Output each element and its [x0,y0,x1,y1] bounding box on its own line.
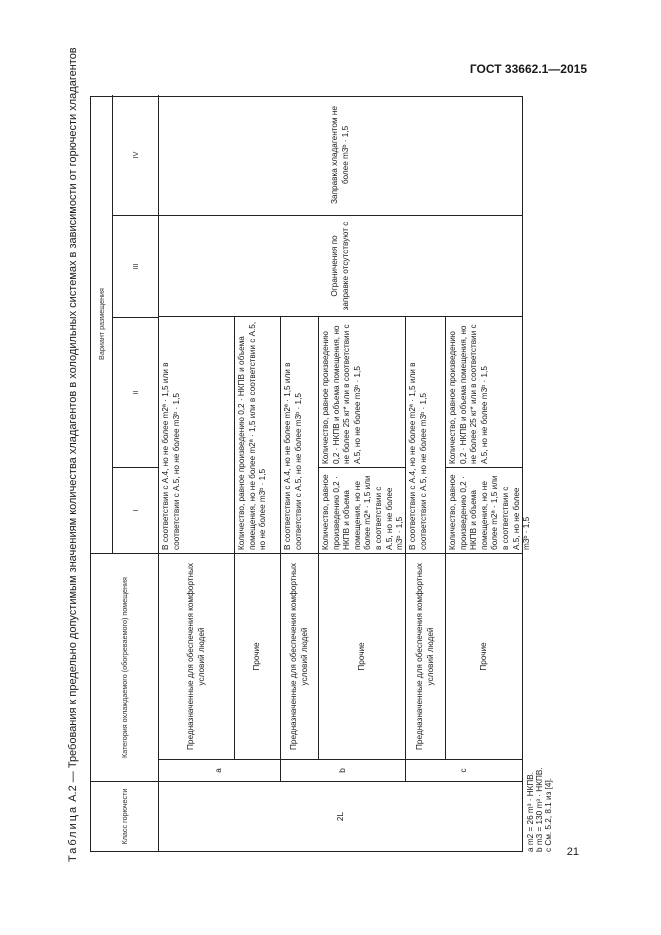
page-number: 21 [566,846,579,858]
footnotes [526,767,553,852]
footnote-c: c См. 5.2, 8.1 из [4]. [544,777,553,852]
header-category: Категория охлаждаемого (обогреваемого) помещения [91,553,159,781]
subclass-b: b [281,759,406,781]
cell-col-iii: Ограничения по заправке отсутствуют c [159,215,523,317]
header-variant-1: I [113,467,159,553]
cell-col-iv: Заправка хладагентом не более m3ᵇ · 1,5 [330,106,350,204]
category-b-other: Прочие [319,553,406,759]
cell-b-comfort-i-ii: В соответствии с А.4, но не более m2ª · 1,5 или в соответствии с А.5, но не более m3ᵇ · 1,5 [281,317,319,553]
category-a-other: Прочие [235,553,281,759]
document-code: ГОСТ 33662.1—2015 [469,62,587,76]
category-a-comfort: Предназначенные для обеспечения комфортных условий людей [159,553,235,759]
footnote-b: b m3 = 130 m³ · НКПВ. [535,767,544,852]
category-b-comfort: Предназначенные для обеспечения комфортных условий людей [281,553,319,759]
header-variant: Вариант размещения [91,95,113,553]
cell-c-other-ii: Количество, равное произведению 0,2 · НКПВ и объема помещения, но не более 25 кг* или в соответствии с А.5, но не более m3ᵇ · 1,5 [446,317,523,467]
header-class: Класс горючести [91,781,159,851]
subclass-a: a [159,759,281,781]
cell-c-comfort-i: В соответствии с А.4, но не более m2ª · 1,5 или в соответствии с А.5, но не более m3ᵇ · 1,5 [406,317,446,553]
caption-label: Таблица [67,804,79,862]
cell-b-other-i: Количество, равное произведению 0,2 · НКПВ и объема помещения, но не более m2ª · 1,5 или в соответствии с А.5, но не более m3ᵇ · 1,5 [319,467,406,553]
header-variant-3: III [113,215,159,317]
caption-text: — Требования к предельно допустимым значениям количества хладагентов в холодильных системах в зависимости от горючести хладагентов [67,47,79,783]
class-2l: 2L [159,781,523,851]
cell-c-other-i: Количество, равное произведению 0,2 · НКПВ и объема помещения, но не более m2ª · 1,5 или в соответствии с А.5, но не более m3ᵇ · 1,5 [446,467,523,553]
cell-a-comfort-i-ii: В соответствии с А.4, но не более m2ª · 1,5 или в соответствии с А.5, но не более m3ᵇ · 1,5 [159,317,235,553]
header-variant-2: II [113,317,159,467]
category-c-comfort: Предназначенные для обеспечения комфортных условий людей [406,553,446,759]
table-caption [62,47,84,862]
footnote-a: a m2 = 26 m³ · НКПВ. [526,771,535,852]
category-c-other: Прочие [446,553,523,759]
cell-a-other-i-ii: Количество, равное произведению 0,2 · НКПВ и объема помещения, но не более m2ª · 1,5 или в соответствии с А.5, но не более m3ᵇ · 1,5 [235,317,281,553]
cell-b-other-ii: Количество, равное произведению 0,2 · НКПВ и объема помещения, но не более 25 кг* или в соответствии с А.5, но не более m3ᵇ · 1,5 [319,317,406,467]
caption-number: А.2 [67,785,79,802]
header-variant-4: IV [113,95,159,215]
subclass-c: c [406,759,523,781]
